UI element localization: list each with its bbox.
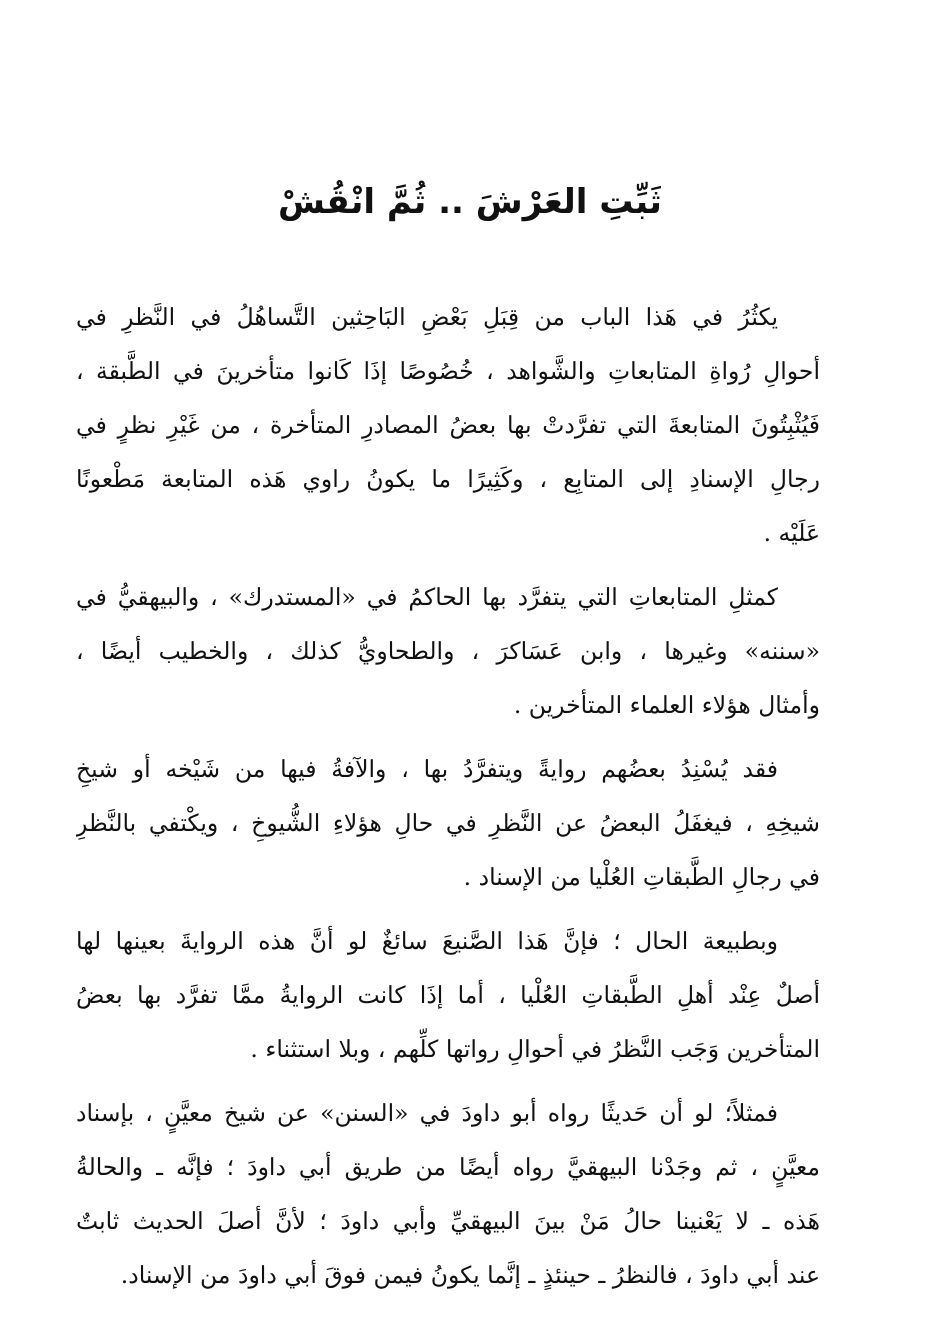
- text-line: شيخِهِ ، فيغفَلُ البعضُ عن النَّظرِ في حالِ هؤلاءِ الشُّيوخِ ، ويكْتفي بالنَّظرِ: [76, 809, 820, 837]
- text-line: فَيُثْبِتُونَ المتابعةَ التي تفرَّدتْ بها بعضُ المصادرِ المتأخرة ، من غَيْرِ نظرٍ في: [76, 411, 820, 439]
- text-line: رجالِ الإسنادِ إلى المتابِع ، وكَثِيرًا ما يكونُ راوي هَذه المتابعة مَطْعونًا: [76, 465, 820, 493]
- paragraph-2: [76, 570, 820, 732]
- text-line: يكثُرُ في هَذا الباب من قِبَلِ بَعْضِ البَاحِثين التَّساهُلُ في النَّظرِ في: [76, 303, 778, 331]
- text-line: أحوالِ رُواةِ المتابعاتِ والشَّواهد ، خُصُوصًا إذَا كَانوا متأخرينَ في الطَّبقة ،: [76, 357, 820, 385]
- text-line: عند أبي داودَ ، فالنظرُ ـ حينئذٍ ـ إنَّما يكونُ فيمن فوقَ أبي داودَ من الإسناد.: [120, 1261, 820, 1289]
- paragraph-3: [76, 742, 820, 904]
- text-line: هَذه ـ لا يَعْنينا حالُ مَنْ بينَ البيهقيِّ وأبي داودَ ؛ لأنَّ أصلَ الحديث ثابتٌ: [76, 1207, 820, 1235]
- text-line: فمثلاً؛ لو أن حَديثًا رواه أبو داودَ في «السنن» عن شيخ معيَّنٍ ، بإسناد: [76, 1099, 778, 1127]
- body-text: [76, 290, 820, 1312]
- text-line: «سننه» وغيرها ، وابن عَسَاكرَ ، والطحاويُّ كذلك ، والخطيب أيضًا ،: [76, 637, 820, 665]
- text-line: عَلَيْه .: [763, 519, 820, 547]
- text-line: المتأخرين وَجَب النَّظرُ في أحوالِ رواتها كلِّهم ، وبلا استثناء .: [250, 1035, 820, 1063]
- paragraph-1: [76, 290, 820, 560]
- text-line: وبطبيعة الحال ؛ فإنَّ هَذا الصَّنيعَ سائغٌ لو أنَّ هذه الروايةَ بعينها لها: [76, 927, 778, 955]
- text-line: أصلٌ عِنْد أهلِ الطَّبقاتِ العُلْيا ، أما إذَا كانت الروايةُ ممَّا تفرَّد بها بعضُ: [76, 981, 820, 1009]
- paragraph-5: [76, 1086, 820, 1302]
- paragraph-4: [76, 914, 820, 1076]
- text-line: معيَّنٍ ، ثم وجَدْنا البيهقيَّ رواه أيضًا من طريق أبي داودَ ؛ فإنَّه ـ والحالةُ: [76, 1153, 820, 1181]
- page-title: ثَبِّتِ العَرْشَ .. ثُمَّ انْقُشْ: [278, 182, 662, 222]
- text-line: في رجالِ الطَّبقاتِ العُلْيا من الإسناد .: [463, 863, 820, 891]
- text-line: فقد يُسْنِدُ بعضُهم روايةً ويتفرَّدُ بها ، والآفةُ فيها من شَيْخه أو شيخِ: [76, 755, 778, 783]
- text-line: وأمثال هؤلاء العلماء المتأخرين .: [513, 691, 820, 719]
- text-line: كمثلِ المتابعاتِ التي يتفرَّد بها الحاكمُ في «المستدرك» ، والبيهقيُّ في: [76, 583, 778, 611]
